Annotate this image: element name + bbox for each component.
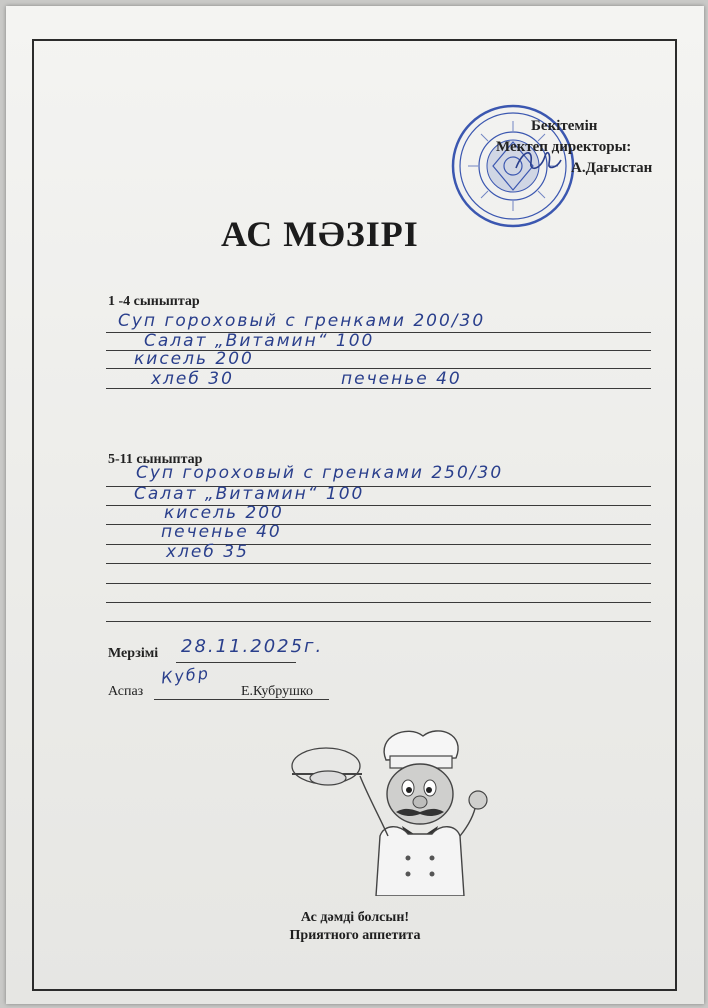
menu-item: хлеб 35 [166,542,249,562]
approval-director: А.Дағыстан [571,160,653,176]
approval-heading: Бекітемін [531,118,598,134]
group-label-5-11: 5-11 сыныптар [108,452,203,467]
cook-label [108,684,143,700]
date-line [176,662,296,663]
chef-illustration-icon [288,726,498,896]
line-9 [106,563,651,564]
cook-title: Аспаз [108,684,144,699]
line-12 [106,621,651,622]
menu-item: хлеб 30 [151,369,234,389]
footer-kazakh: Ас дәмді болсын! [300,910,410,925]
line-10 [106,583,651,584]
menu-item: Салат „Витамин“ 100 [144,331,375,351]
menu-item: кисель 200 [164,503,284,523]
cook-name: Е.Кубрушко [241,684,313,699]
menu-item: Салат „Витамин“ 100 [134,484,365,504]
menu-sheet [6,6,704,1004]
approval-position: Мектеп директоры: [496,139,632,155]
director-signature-icon [511,144,566,176]
group-label-1-4: 1 -4 сыныптар [108,294,200,309]
menu-item: Суп гороховый с гренками 250/30 [136,463,504,483]
cook-signature: Кубр [160,663,211,688]
footer-russian: Приятного аппетита [289,928,421,943]
date-value: 28.11.2025г. [181,636,324,657]
menu-item: печенье 40 [341,369,462,389]
menu-item: кисель 200 [134,349,254,369]
date-label: Мерзімі [108,646,159,661]
line-11 [106,602,651,603]
menu-item: печенье 40 [161,522,282,542]
page-title: АС МӘЗІРІ [221,214,419,254]
menu-item: Суп гороховый с гренками 200/30 [118,311,486,331]
